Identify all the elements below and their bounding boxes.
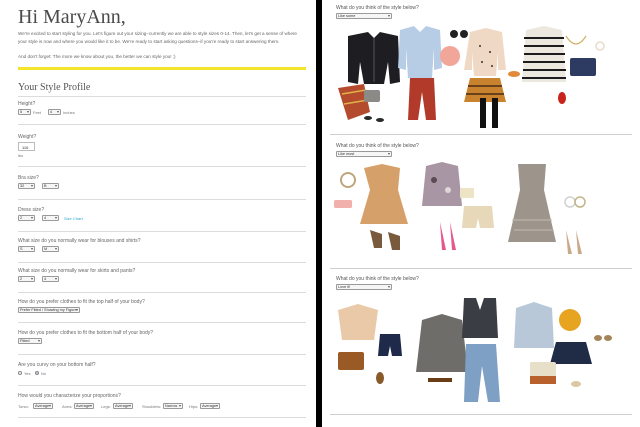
brown-satchel-icon xyxy=(338,352,364,370)
peach-top-icon xyxy=(338,304,378,340)
top-fit-select[interactable]: Prefer Fitted / Showing my Figure ▾ xyxy=(18,307,80,313)
bra-question: Bra size? xyxy=(18,175,39,181)
grey-tank-icon xyxy=(462,298,498,338)
hips-label: Hips: xyxy=(189,404,199,409)
style-profile-pane xyxy=(0,0,316,427)
section-title: Your Style Profile xyxy=(18,82,91,93)
divider xyxy=(18,199,306,200)
pink-clutch-icon xyxy=(334,200,352,208)
orange-bracelet-icon xyxy=(508,71,520,77)
navy-shorts-icon xyxy=(378,334,402,356)
divider xyxy=(18,124,306,125)
style-1-collage-image xyxy=(330,22,632,132)
bottom-fit-select[interactable]: Fitted ▾ xyxy=(18,338,42,344)
intro-note: And don't forget: The more we know about you, the better we can style you! ;) xyxy=(18,54,176,59)
red-flats-icon xyxy=(558,92,566,104)
pants-to-select[interactable]: 4 ▾ xyxy=(42,276,59,282)
divider xyxy=(18,354,306,355)
height-inches-select[interactable]: 4 ▾ xyxy=(48,109,61,115)
blue-blouse-icon xyxy=(514,302,554,348)
intro-text: We're excited to start styling for you. Let's figure out your sizing–currently we are able to style sizes 0-14. Then, let's get a sense of where your style is now and where you would like it to be. We're ready to start asking questions–if you're ready to start answering them. xyxy=(18,31,297,44)
necklace-icon xyxy=(341,173,355,187)
style-2-collage-image xyxy=(330,160,632,268)
grey-cardigan-icon xyxy=(416,314,468,372)
clutch-icon xyxy=(460,188,474,198)
divider xyxy=(330,268,632,269)
black-blazer-icon xyxy=(348,32,400,84)
legs-select[interactable]: Average ▾ xyxy=(113,403,133,409)
tote-bag-icon xyxy=(530,362,556,384)
height-feet-select[interactable]: 5 ▾ xyxy=(18,109,31,115)
curvy-yes-radio[interactable] xyxy=(18,371,22,375)
pants-question: What size do you normally wear for skirts and pants? xyxy=(18,268,136,274)
divider xyxy=(18,166,306,167)
weight-question: Weight? xyxy=(18,134,37,140)
navy-bag-icon xyxy=(570,58,596,76)
shoulders-label: Shoulders: xyxy=(142,404,162,409)
bracelets-icon xyxy=(565,197,585,207)
flats-icon xyxy=(571,381,581,387)
style-2-select[interactable]: Like most ▾ xyxy=(336,151,392,157)
pants-from-select[interactable]: 2 ▾ xyxy=(18,276,35,282)
accent-divider xyxy=(18,67,306,70)
pearl-bracelet-icon xyxy=(596,42,604,50)
feet-label: Feet xyxy=(33,110,42,115)
pink-scarf-icon xyxy=(440,46,460,66)
style-3-select[interactable]: Love it! ▾ xyxy=(336,284,392,290)
sandals-icon xyxy=(376,372,384,384)
divider xyxy=(18,292,306,293)
plaid-scarf-icon xyxy=(338,84,370,120)
style-3-collage-image xyxy=(330,292,632,410)
brown-belt-icon xyxy=(428,378,452,382)
shoulders-select[interactable]: Narrow ▾ xyxy=(163,403,183,409)
torso-select[interactable]: Average ▾ xyxy=(33,403,53,409)
bra-cup-select[interactable]: B ▾ xyxy=(42,183,59,189)
style-quiz-pane xyxy=(322,0,640,427)
curvy-question: Are you curvy on your bottom half? xyxy=(18,362,96,368)
divider xyxy=(18,385,306,386)
nude-heels-icon xyxy=(566,230,582,254)
flats-icon xyxy=(364,116,384,122)
style-1-select[interactable]: Like some ▾ xyxy=(336,13,392,19)
arms-select[interactable]: Average ▾ xyxy=(74,403,94,409)
arms-label: Arms: xyxy=(62,404,73,409)
divider xyxy=(18,417,306,418)
polka-sweater-icon xyxy=(464,28,506,76)
blue-shirt-icon xyxy=(398,26,442,78)
floral-top-icon xyxy=(422,162,462,206)
top-fit-question: How do you prefer clothes to fit the top half of your body? xyxy=(18,299,145,305)
dress-from-select[interactable]: 2 ▾ xyxy=(18,215,35,221)
mustard-scarf-icon xyxy=(559,309,581,331)
sunglasses-icon xyxy=(450,30,468,38)
divider xyxy=(330,414,632,415)
hips-select[interactable]: Average ▾ xyxy=(200,403,220,409)
sequin-dress-icon xyxy=(508,164,556,242)
necklace-icon xyxy=(566,36,586,44)
navy-skirt-icon xyxy=(550,342,592,364)
proportions-question: How would you characterize your proportions? xyxy=(18,393,121,399)
legs-label: Legs: xyxy=(101,404,111,409)
pink-heels-icon xyxy=(440,222,456,250)
red-pants-icon xyxy=(408,78,436,120)
blouse-from-select[interactable]: S ▾ xyxy=(18,246,35,252)
weight-unit: lbs xyxy=(18,153,24,158)
style-1-question: What do you think of the style below? xyxy=(336,5,419,11)
grey-purse-icon xyxy=(364,90,380,102)
greeting-heading: Hi MaryAnn, xyxy=(18,6,126,28)
jeans-icon xyxy=(464,344,500,402)
divider xyxy=(18,262,306,263)
height-question: Height? xyxy=(18,101,36,107)
weight-input[interactable]: 116 xyxy=(18,142,35,151)
wedge-heels-icon xyxy=(370,230,400,250)
divider xyxy=(330,134,632,135)
curvy-yes-label: Yes xyxy=(24,371,31,376)
inches-label: Inches xyxy=(63,110,75,115)
dress-question: Dress size? xyxy=(18,207,45,213)
size-chart-link[interactable]: Size Chart xyxy=(64,216,83,221)
tan-dress-icon xyxy=(360,164,408,224)
bottom-fit-question: How do you prefer clothes to fit the bottom half of your body? xyxy=(18,330,154,336)
riding-boots-icon xyxy=(480,98,498,128)
dress-to-select[interactable]: 4 ▾ xyxy=(42,215,59,221)
torso-label: Torso: xyxy=(18,404,29,409)
style-3-question: What do you think of the style below? xyxy=(336,276,419,282)
aviators-icon xyxy=(594,335,612,341)
curvy-no-label: No xyxy=(41,371,47,376)
cream-shorts-icon xyxy=(462,206,494,228)
bra-band-select[interactable]: 32 ▾ xyxy=(18,183,35,189)
curvy-no-radio[interactable] xyxy=(35,371,39,375)
blouse-question: What size do you normally wear for blouses and shirts? xyxy=(18,238,141,244)
stripe-dress-icon xyxy=(522,26,566,82)
divider xyxy=(18,231,306,232)
divider xyxy=(18,96,306,97)
blouse-to-select[interactable]: M ▾ xyxy=(42,246,59,252)
divider xyxy=(18,322,306,323)
style-2-question: What do you think of the style below? xyxy=(336,143,419,149)
